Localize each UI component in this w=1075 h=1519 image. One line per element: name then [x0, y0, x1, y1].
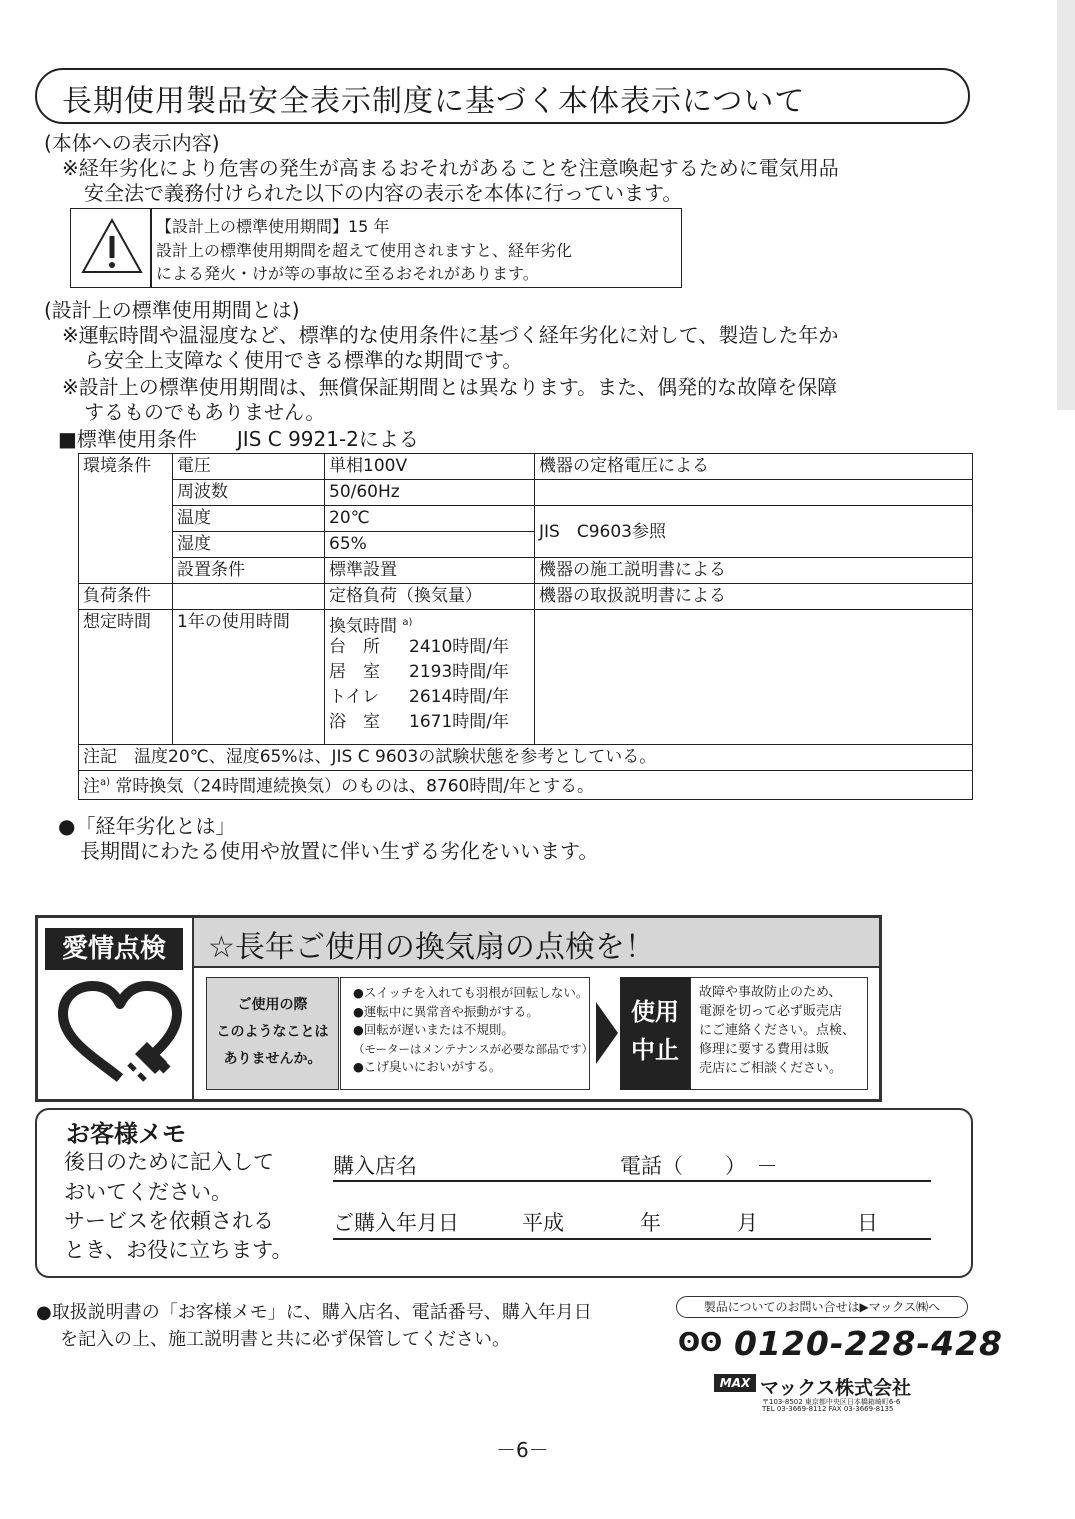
install-note: 機器の施工説明書による — [535, 558, 973, 584]
vent-label: 換気時間 — [329, 616, 397, 637]
side-tab — [1057, 0, 1075, 410]
date-label: ご購入年月日 — [333, 1211, 459, 1235]
symptom-list — [340, 977, 594, 1090]
page-title: 長期使用製品安全表示制度に基づく本体表示について — [62, 84, 806, 119]
symptom-item: （モーターはメンテナンスが必要な部品です） — [353, 1041, 594, 1056]
hours-cell — [325, 610, 535, 745]
remark2-prefix: 注 — [83, 776, 100, 797]
aging-body: 長期間にわたる使用や放置に伴い生ずる劣化をいいます。 — [80, 839, 599, 863]
load-sub — [173, 584, 325, 610]
hours-note — [535, 610, 973, 745]
env-label: 環境条件 — [79, 454, 173, 480]
advice-line: 売店にご相談ください。 — [699, 1061, 843, 1076]
day-label: 日 — [857, 1211, 878, 1235]
hours-room: 台 所 — [329, 637, 380, 657]
warning-line1: 【設計上の標準使用期間】15 年 — [156, 217, 390, 236]
aging-heading: ●「経年劣化とは」 — [58, 814, 236, 838]
conditions-table — [78, 453, 973, 800]
hours-value: 2410時間/年 — [409, 637, 509, 657]
company-address: 〒103-8502 東京都中央区日本橋箱崎町6-6 — [762, 1398, 901, 1406]
care-title: ☆長年ご使用の換気扇の点検を！ — [208, 930, 655, 965]
warning-triangle-icon — [80, 216, 144, 276]
date-underline — [333, 1238, 931, 1240]
care-divider — [194, 966, 879, 968]
env-cell — [79, 532, 173, 558]
company-name: マックス株式会社 — [760, 1377, 912, 1399]
freq-label: 周波数 — [173, 480, 325, 506]
humid-label: 湿度 — [173, 532, 325, 558]
advice-line: 電源を切って必ず販売店 — [699, 1004, 843, 1019]
humid-value: 65% — [325, 532, 535, 558]
vent-mark: a) — [402, 617, 413, 628]
hours-value: 2193時間/年 — [409, 662, 509, 682]
era-label: 平成 — [522, 1211, 564, 1235]
remark2-mark: a) — [100, 777, 111, 788]
section1-heading: (本体への表示内容) — [44, 131, 220, 155]
time-sub: 1年の使用時間 — [173, 610, 325, 745]
hours-row — [329, 660, 530, 685]
section2-note2-line2: するものでもありません。 — [84, 400, 326, 424]
remark1: 注記 温度20℃、湿度65%は、JIS C 9603の試験状態を参考としている。 — [79, 745, 973, 771]
arrow-right-icon — [596, 1002, 618, 1064]
load-note: 機器の取扱説明書による — [535, 584, 973, 610]
vent-label-row — [329, 610, 530, 635]
conditions-heading: ■標準使用条件 JIS C 9921-2による — [58, 427, 419, 451]
env-cell — [79, 506, 173, 532]
phone-label: 電話（ ） － — [620, 1154, 778, 1178]
section2-heading: (設計上の標準使用期間とは) — [44, 298, 300, 322]
temp-label: 温度 — [173, 506, 325, 532]
care-divider — [192, 918, 194, 1100]
remark2-row — [79, 771, 973, 800]
hours-row — [329, 710, 530, 735]
install-label: 設置条件 — [173, 558, 325, 584]
stop-label: 使用 — [631, 998, 679, 1026]
freq-value: 50/60Hz — [325, 480, 535, 506]
month-label: 月 — [737, 1211, 758, 1235]
symptom-item: ●回転が遅いまたは不規則。 — [353, 1022, 514, 1037]
stop-label: 中止 — [631, 1036, 679, 1064]
heart-plug-icon — [55, 978, 185, 1088]
hours-room: トイレ — [329, 687, 380, 707]
advice-line: にご連絡ください。点検、 — [699, 1023, 856, 1038]
symptom-item: ●運転中に異常音や振動がする。 — [353, 1003, 539, 1019]
remark2: 常時換気（24時間連続換気）のものは、8760時間/年とする。 — [110, 776, 595, 797]
memo-title: お客様メモ — [66, 1120, 186, 1148]
advice-line: 修理に要する費用は販 — [699, 1042, 830, 1057]
voltage-value: 単相100V — [325, 454, 535, 480]
footer-note-line2: を記入の上、施工説明書と共に必ず保管してください。 — [60, 1329, 510, 1350]
store-label: 購入店名 — [333, 1154, 417, 1178]
advice-line: 故障や事故防止のため、 — [699, 985, 842, 1000]
section1-note-line2: 安全法で義務付けられた以下の内容の表示を本体に行っています。 — [84, 181, 683, 205]
warning-line2: 設計上の標準使用期間を超えて使用されますと、経年劣化 — [156, 241, 573, 260]
symptom-item: ●こげ臭いにおいがする。 — [353, 1059, 502, 1074]
temp-value: 20℃ — [325, 506, 535, 532]
hours-row — [329, 685, 530, 710]
question-line: ご使用の際 — [237, 997, 308, 1013]
symptom-item: ●スイッチを入れても羽根が回転しない。 — [353, 985, 589, 1000]
page-number: －6－ — [496, 1438, 549, 1462]
memo-left-line: 後日のために記入して — [64, 1150, 274, 1174]
hours-row — [329, 635, 530, 660]
question-line: このようなことは — [216, 1024, 329, 1040]
time-label: 想定時間 — [79, 610, 173, 745]
load-label: 負荷条件 — [79, 584, 173, 610]
section2-note2-line1: ※設計上の標準使用期間は、無償保証期間とは異なります。また、偶発的な故障を保障 — [62, 375, 838, 399]
max-logo: MAX — [714, 1374, 756, 1392]
memo-left-line: サービスを依頼される — [64, 1209, 274, 1233]
section1-note-line1: ※経年劣化により危害の発生が高まるおそれがあることを注意喚起するために電気用品 — [62, 156, 839, 180]
store-underline — [333, 1180, 931, 1182]
env-cell — [79, 480, 173, 506]
freq-note — [535, 480, 973, 506]
phone-number: 0120-228-428 — [734, 1324, 1004, 1363]
hours-room: 居 室 — [329, 662, 380, 682]
warning-line3: による発火・けが等の事故に至るおそれがあります。 — [156, 264, 539, 283]
section2-note1-line1: ※運転時間や温湿度など、標準的な使用条件に基づく経年劣化に対して、製造した年か — [62, 323, 839, 347]
advice-box — [690, 977, 868, 1090]
section2-note1-line2: ら安全上支障なく使用できる標準的な期間です。 — [84, 348, 523, 372]
company-tel: TEL 03-3669-8112 FAX 03-3669-8135 — [762, 1405, 894, 1413]
stop-use-box — [620, 977, 690, 1090]
temp-humid-note: JIS C9603参照 — [535, 506, 973, 558]
question-box — [206, 977, 339, 1090]
footer-note-line1: ●取扱説明書の「お客様メモ」に、購入店名、電話番号、購入年月日 — [36, 1302, 592, 1323]
voltage-note: 機器の定格電圧による — [535, 454, 973, 480]
care-badge: 愛情点検 — [45, 928, 183, 970]
inquiry-label: 製品についてのお問い合せは▶マックス㈱へ — [676, 1296, 968, 1318]
year-label: 年 — [640, 1211, 661, 1235]
warning-divider — [150, 208, 152, 288]
memo-left-line: とき、お役に立ちます。 — [64, 1238, 293, 1262]
question-line: ありませんか。 — [223, 1051, 322, 1067]
load-value: 定格負荷（換気量） — [325, 584, 535, 610]
hours-value: 1671時間/年 — [409, 712, 509, 732]
install-value: 標準設置 — [325, 558, 535, 584]
memo-left-line: おいてください。 — [64, 1180, 232, 1204]
hours-value: 2614時間/年 — [409, 687, 509, 707]
free-dial-icon: ʘʘ — [678, 1328, 723, 1358]
env-cell — [79, 558, 173, 584]
voltage-label: 電圧 — [173, 454, 325, 480]
hours-room: 浴 室 — [329, 712, 380, 732]
